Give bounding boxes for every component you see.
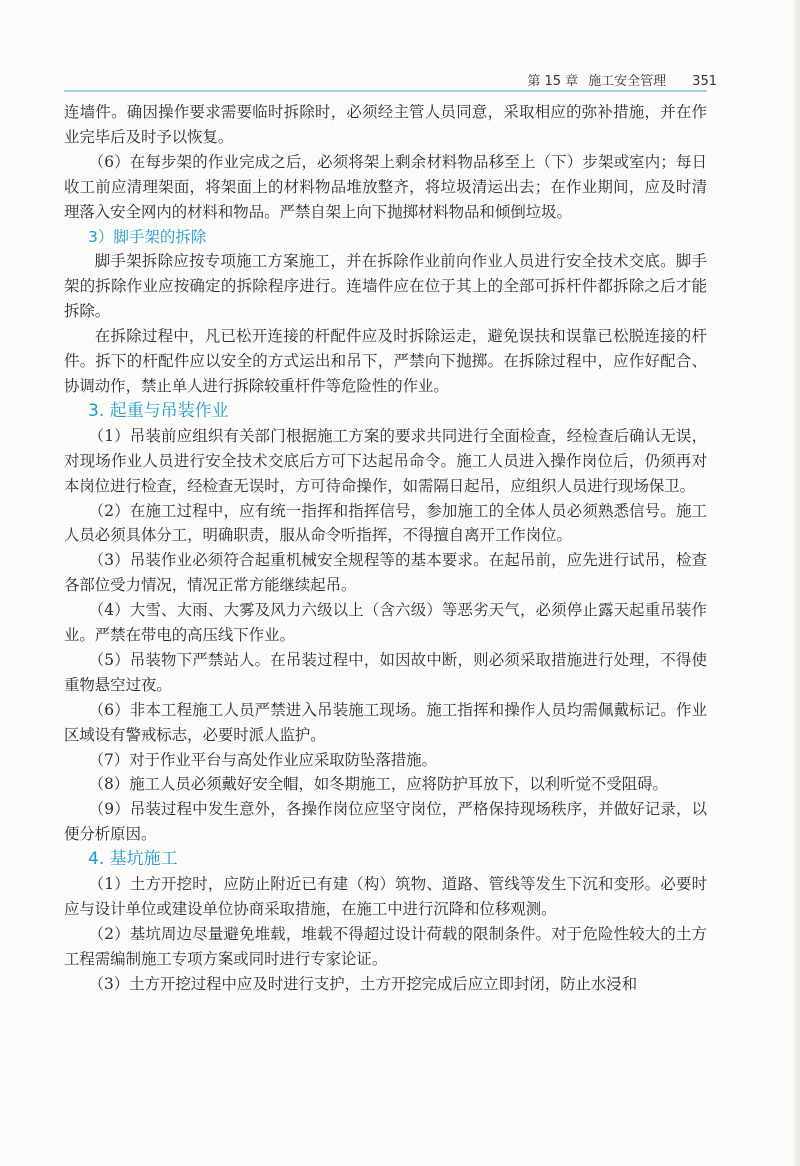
- header-rule: [64, 90, 707, 92]
- paragraph: 脚手架拆除应按专项施工方案施工，并在拆除作业前向作业人员进行安全技术交底。脚手架的拆除作业应按确定的拆除程序进行。连墙件应在位于其上的全部可拆杆件都拆除之后才能拆除。: [64, 252, 707, 321]
- list-item: （1）吊装前应组织有关部门根据施工方案的要求共同进行全面检查，经检查后确认无误，对现场作业人员进行安全技术交底后方可下达起吊命令。施工人员进入操作岗位后，仍须再对本岗位进行检查，经检查无误时，方可待命操作，如需隔日起吊，应组织人员进行现场保卫。: [64, 426, 707, 495]
- header-title: 施工安全管理: [588, 74, 667, 89]
- list-item: （4）大雪、大雨、大雾及风力六级以上（含六级）等恶劣天气，必须停止露天起重吊装作业。严禁在带电的高压线下作业。: [64, 601, 707, 645]
- list-item: （7）对于作业平台与高处作业应采取防坠落措施。: [88, 750, 438, 769]
- list-item: （6）非本工程施工人员严禁进入吊装施工现场。施工指挥和操作人员均需佩戴标记。作业区域设有警戒标志，必要时派人监护。: [64, 700, 707, 744]
- section-heading: 3. 起重与吊装作业: [88, 400, 229, 421]
- paragraph: 连墙件。确因操作要求需要临时拆除时，必须经主管人员同意，采取相应的弥补措施，并在作业完毕后及时予以恢复。: [64, 103, 707, 146]
- subsection-heading: 3）脚手架的拆除: [88, 227, 207, 246]
- list-item: （8）施工人员必须戴好安全帽，如冬期施工，应将防护耳放下，以利听觉不受阻碍。: [88, 775, 668, 794]
- paragraph: 在拆除过程中，凡已松开连接的杆配件应及时拆除运走，避免误扶和误靠已松脱连接的杆件。拆下的杆配件应以安全的方式运出和吊下，严禁向下抛掷。在拆除过程中，应作好配合、协调动作，禁止单人进行拆除较重杆件等危险性的作业。: [64, 327, 707, 395]
- list-item: （3）土方开挖过程中应及时进行支护，土方开挖完成后应立即封闭，防止水浸和: [88, 974, 638, 993]
- list-item: （9）吊装过程中发生意外，各操作岗位应坚守岗位，严格保持现场秩序，并做好记录，以便分析原因。: [64, 800, 707, 844]
- page-number: 351: [692, 74, 717, 89]
- page-body: [64, 100, 707, 997]
- list-item: （2）基坑周边尽量避免堆载，堆载不得超过设计荷载的限制条件。对于危险性较大的土方工程需编制施工专项方案或同时进行专家论证。: [64, 924, 707, 968]
- running-header: [527, 70, 717, 89]
- page-edge-shadow: [794, 0, 800, 1166]
- list-item: （1）土方开挖时，应防止附近已有建（构）筑物、道路、管线等发生下沉和变形。必要时应与设计单位或建设单位协商采取措施，在施工中进行沉降和位移观测。: [64, 875, 707, 918]
- list-item: （6）在每步架的作业完成之后，必须将架上剩余材料物品移至上（下）步架或室内；每日收工前应清理架面，将架面上的材料物品堆放整齐，将垃圾清运出去；在作业期间，应及时清理落入安全网内的材料和物品。严禁自架上向下抛掷材料物品和倾倒垃圾。: [64, 152, 707, 221]
- section-heading: 4. 基坑施工: [88, 849, 178, 870]
- list-item: （2）在施工过程中，应有统一指挥和指挥信号，参加施工的全体人员必须熟悉信号。施工人员必须具体分工，明确职责，服从命令听指挥，不得擅自离开工作岗位。: [64, 501, 707, 545]
- header-chapter: 第 15 章: [527, 74, 579, 89]
- list-item: （5）吊装物下严禁站人。在吊装过程中，如因故中断，则必须采取措施进行处理，不得使重物悬空过夜。: [64, 650, 707, 694]
- list-item: （3）吊装作业必须符合起重机械安全规程等的基本要求。在起吊前，应先进行试吊，检查各部位受力情况，情况正常方能继续起吊。: [64, 551, 707, 595]
